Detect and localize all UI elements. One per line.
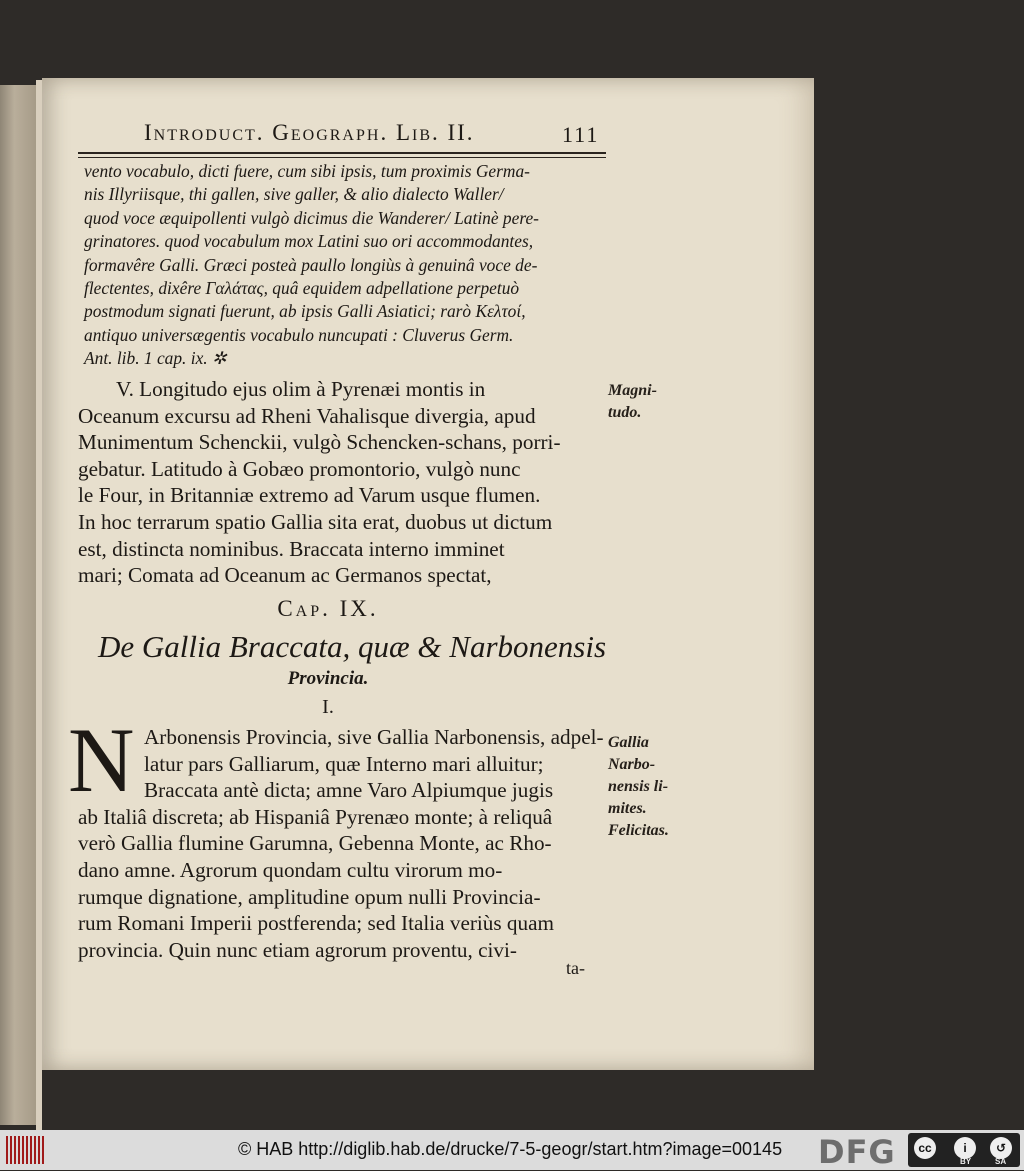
footnote-line: flectentes, dixêre Γαλάτας, quâ equidem adpellatione perpetuò <box>84 278 520 299</box>
margin-note-line: Gallia <box>608 734 649 751</box>
text-line: est, distincta nominibus. Braccata interno imminet <box>78 536 505 561</box>
margin-note-line: nensis li- <box>608 778 669 795</box>
text-line: provincia. Quin nunc etiam agrorum proventu, civi- <box>78 937 517 962</box>
text-line: Braccata antè dicta; amne Varo Alpiumque jugis <box>144 778 554 803</box>
text-line: V. Longitudo ejus olim à Pyrenæi montis in <box>116 377 486 401</box>
barcode-icon <box>6 1136 46 1164</box>
text-line: Munimentum Schenckii, vulgò Schencken-schans, porri- <box>78 430 561 455</box>
chapter-title: De Gallia Braccata, quæ & Narbonensis <box>98 629 607 664</box>
cc-icon: cc <box>914 1137 936 1159</box>
text-line: le Four, in Britanniæ extremo ad Varum usque flumen. <box>78 483 541 508</box>
text-line: rumque dignatione, amplitudine opum nulli Provincia- <box>78 884 541 909</box>
text-line: Oceanum excursu ad Rheni Vahalisque divergia, apud <box>78 403 536 428</box>
text-line: Arbonensis Provincia, sive Gallia Narbonensis, adpel- <box>144 725 604 749</box>
cc-license-badge[interactable] <box>908 1133 1020 1167</box>
margin-note-line: Magni- <box>608 382 657 399</box>
footnote-line: grinatores. quod vocabulum mox Latini suo ori accommodantes, <box>84 231 534 252</box>
margin-note-line: Felicitas. <box>608 822 669 839</box>
share-alike-icon: ↺ <box>990 1137 1012 1159</box>
text-line: rum Romani Imperii postferenda; sed Italia veriùs quam <box>78 911 554 936</box>
margin-note-line: Narbo- <box>608 756 656 773</box>
margin-note-magnitudo <box>608 380 657 424</box>
chapter-heading: Cap. IX. <box>277 596 379 621</box>
footnote-block <box>84 160 604 371</box>
license-by-label: BY <box>960 1157 972 1166</box>
footnote-line: formavêre Galli. Græci posteà paullo longiùs à genuinâ voce de- <box>84 254 538 275</box>
text-line: latur pars Galliarum, quæ Interno mari alluitur; <box>144 751 544 776</box>
text-line: mari; Comata ad Oceanum ac Germanos spectat, <box>78 563 492 588</box>
footnote-line: vento vocabulo, dicti fuere, cum sibi ipsis, tum proximis Germa- <box>84 161 530 181</box>
text-line: dano amne. Agrorum quondam cultu virorum mo- <box>78 857 503 882</box>
section-i-paragraph <box>78 724 603 963</box>
book-page <box>42 78 814 1070</box>
attribution-icon: i <box>954 1137 976 1159</box>
footnote-line: antiquo universægentis vocabulo nuncupati : Cluverus Germ. <box>84 324 514 345</box>
folio-number: 111 <box>562 122 600 147</box>
margin-note-line: tudo. <box>608 404 642 421</box>
text-line: gebatur. Latitudo à Gobæo promontorio, vulgò nunc <box>78 456 521 481</box>
text-line: ab Italiâ discreta; ab Hispaniâ Pyrenæo monte; à reliquâ <box>78 804 553 829</box>
section-v-paragraph <box>78 376 603 589</box>
text-line: In hoc terrarum spatio Gallia sita erat, duobus ut dictum <box>78 509 553 534</box>
section-number: I. <box>322 696 334 718</box>
catchword: ta- <box>566 958 585 978</box>
dfg-logo[interactable]: DFG <box>818 1133 896 1171</box>
license-sa-label: SA <box>995 1157 1007 1166</box>
margin-note-gallia <box>608 732 669 842</box>
footnote-line: Ant. lib. 1 cap. ix. ✲ <box>84 348 227 369</box>
copyright-link[interactable]: © HAB http://diglib.hab.de/drucke/7-5-geogr/start.htm?image=00145 <box>238 1139 783 1159</box>
header-rule <box>78 152 606 154</box>
footnote-line: nis Illyriisque, thi gallen, sive galler, & alio dialecto Waller/ <box>84 184 504 205</box>
footnote-line: quod voce æquipollenti vulgò dicimus die Wanderer/ Latinè pere- <box>84 207 539 228</box>
text-line: verò Gallia flumine Garumna, Gebenna Monte, ac Rho- <box>78 831 552 856</box>
viewer-footer <box>0 1130 1024 1170</box>
drop-cap: N <box>68 709 135 811</box>
chapter-subtitle: Provincia. <box>287 668 369 689</box>
running-head: Introduct. Geograph. Lib. II. <box>144 120 475 145</box>
margin-note-line: mites. <box>608 800 647 817</box>
facing-page-edge <box>0 85 36 1125</box>
header-rule-thin <box>78 157 606 158</box>
footnote-line: postmodum signati fuerunt, ab ipsis Galli Asiatici; rarò Κελτοί, <box>84 301 526 322</box>
